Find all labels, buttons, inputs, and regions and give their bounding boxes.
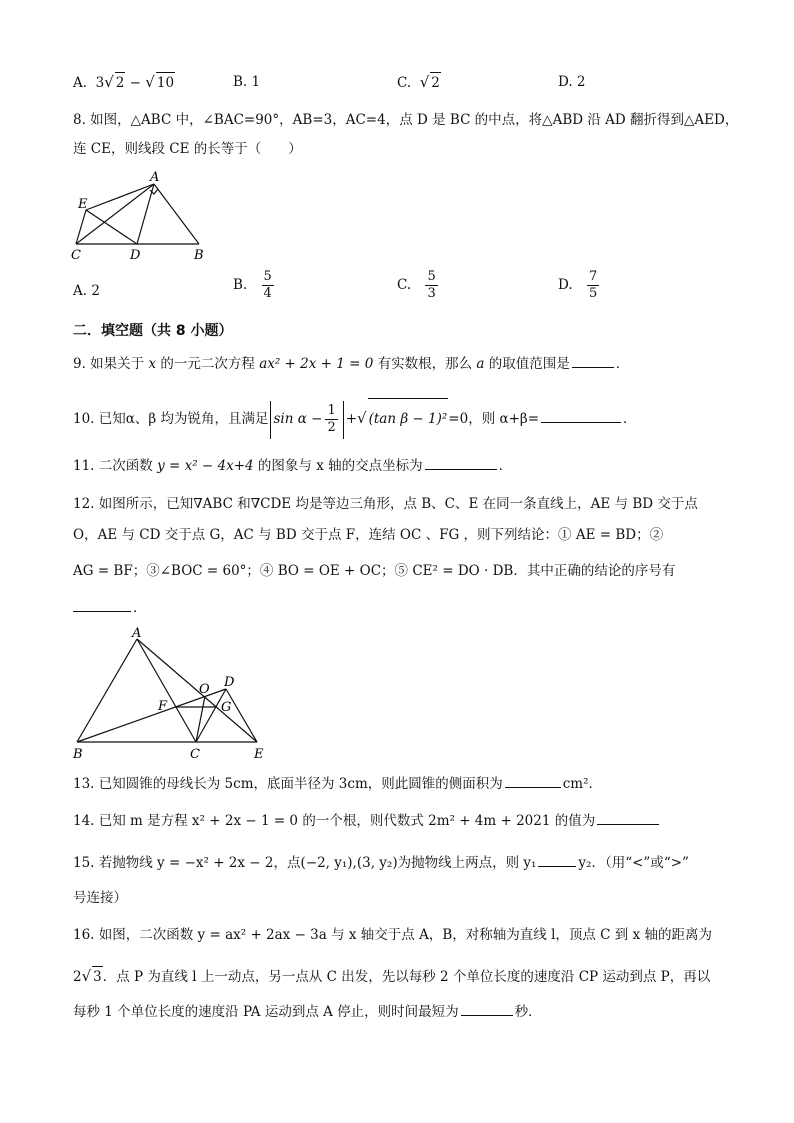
answer-blank[interactable] [505, 775, 561, 788]
q7-option-a: A. 3√ 2 − √ 10 [73, 73, 175, 91]
answer-blank[interactable] [597, 812, 659, 825]
answer-blank[interactable] [73, 599, 131, 612]
q12-label-a: A [132, 626, 142, 641]
q12-label-b: B [73, 747, 83, 762]
q14-stem: 14. 已知 m 是方程 x² + 2x − 1 = 0 的一个根，则代数式 2m² + 4m + 2021 的值为 [73, 811, 661, 831]
q13-stem: 13. 已知圆锥的母线长为 5cm，底面半径为 3cm，则此圆锥的侧面积为 cm²． [73, 776, 603, 792]
q12-stem-line2: O，AE 与 CD 交于点 G，AC 与 BD 交于点 F，连结 OC 、FG ，则下列结论：① AE = BD；② [73, 527, 664, 543]
answer-blank[interactable] [572, 355, 614, 368]
q8-stem-line1: 8. 如图，△ABC 中，∠BAC=90°，AB=3，AC=4，点 D 是 BC 的中点，将△ABD 沿 AD 翻折得到△AED， [73, 112, 739, 128]
q8-label-e: E [78, 197, 88, 212]
answer-blank[interactable] [425, 457, 497, 470]
q12-label-c: C [190, 747, 200, 762]
q8-figure [66, 168, 216, 264]
q12-stem-line1: 12. 如图所示，已知∇ABC 和∇CDE 均是等边三角形，点 B、C、E 在同一条直线上，AE 与 BD 交于点 [73, 496, 698, 512]
q8-option-c: C. $\frac{5}{3}$ [397, 269, 436, 301]
q16-stem-line3: 每秒 1 个单位长度的速度沿 PA 运动到点 A 停止，则时间最短为 秒． [73, 1004, 542, 1020]
q16-stem-line2: 2√ 3．点 P 为直线 l 上一动点，另一点从 C 出发，先以每秒 2 个单位长度的速度沿 CP 运动到点 P，再以 [73, 967, 711, 985]
q8-option-b: B. $\frac{5}{4}$ [233, 269, 272, 301]
q8-option-d: D. $\frac{7}{5}$ [558, 269, 598, 301]
q15-stem-line2: 号连接） [73, 890, 127, 906]
q7-option-b: B. 1 [233, 74, 261, 90]
q8-label-b: B [194, 248, 204, 263]
q16-stem-line1: 16. 如图，二次函数 y = ax² + 2ax − 3a 与 x 轴交于点 A，B，对称轴为直线 l，顶点 C 到 x 轴的距离为 [73, 927, 712, 943]
q12-label-d: D [224, 675, 235, 690]
section-heading: 二．填空题（共 8 小题） [73, 323, 233, 339]
answer-blank[interactable] [538, 854, 576, 867]
q12-figure [66, 622, 276, 762]
q7-option-c: C. √ 2 [397, 73, 440, 91]
q12-stem-line4: ． [73, 598, 147, 618]
q12-label-e: E [254, 747, 264, 762]
q8-option-a: A. 2 [73, 283, 100, 299]
q9-stem: 9. 如果关于 x 的一元二次方程 ax² + 2x + 1 = 0 有实数根，那么 a 的取值范围是 ． [73, 356, 630, 372]
q7-option-d: D. 2 [558, 74, 586, 90]
q12-label-f: F [158, 699, 168, 714]
q8-label-a: A [150, 170, 160, 185]
q12-label-g: G [221, 700, 232, 715]
q12-label-o: O [199, 682, 210, 697]
q8-stem-line2: 连 CE，则线段 CE 的长等于（ ） [73, 141, 302, 157]
q15-stem-line1: 15. 若抛物线 y = −x² + 2x − 2，点(−2, y₁),(3, y₂)为抛物线上两点，则 y₁ y₂．（用“<”或“>” [73, 855, 689, 871]
q8-label-c: C [71, 248, 81, 263]
answer-blank[interactable] [461, 1003, 513, 1016]
answer-blank[interactable] [541, 410, 621, 423]
q12-stem-line3: AG = BF；③∠BOC = 60°；④ BO = OE + OC；⑤ CE² = DO · DB．其中正确的结论的序号有 [73, 563, 676, 579]
q8-label-d: D [130, 248, 141, 263]
q10-stem: 10. 已知α、β 均为锐角，且满足 sin α − $\frac{1}{2}$ +√ (tan β − 1)²=0，则 α+β= ． [73, 398, 637, 439]
q11-stem: 11. 二次函数 y = x² − 4x+4 的图象与 x 轴的交点坐标为 ． [73, 458, 513, 474]
